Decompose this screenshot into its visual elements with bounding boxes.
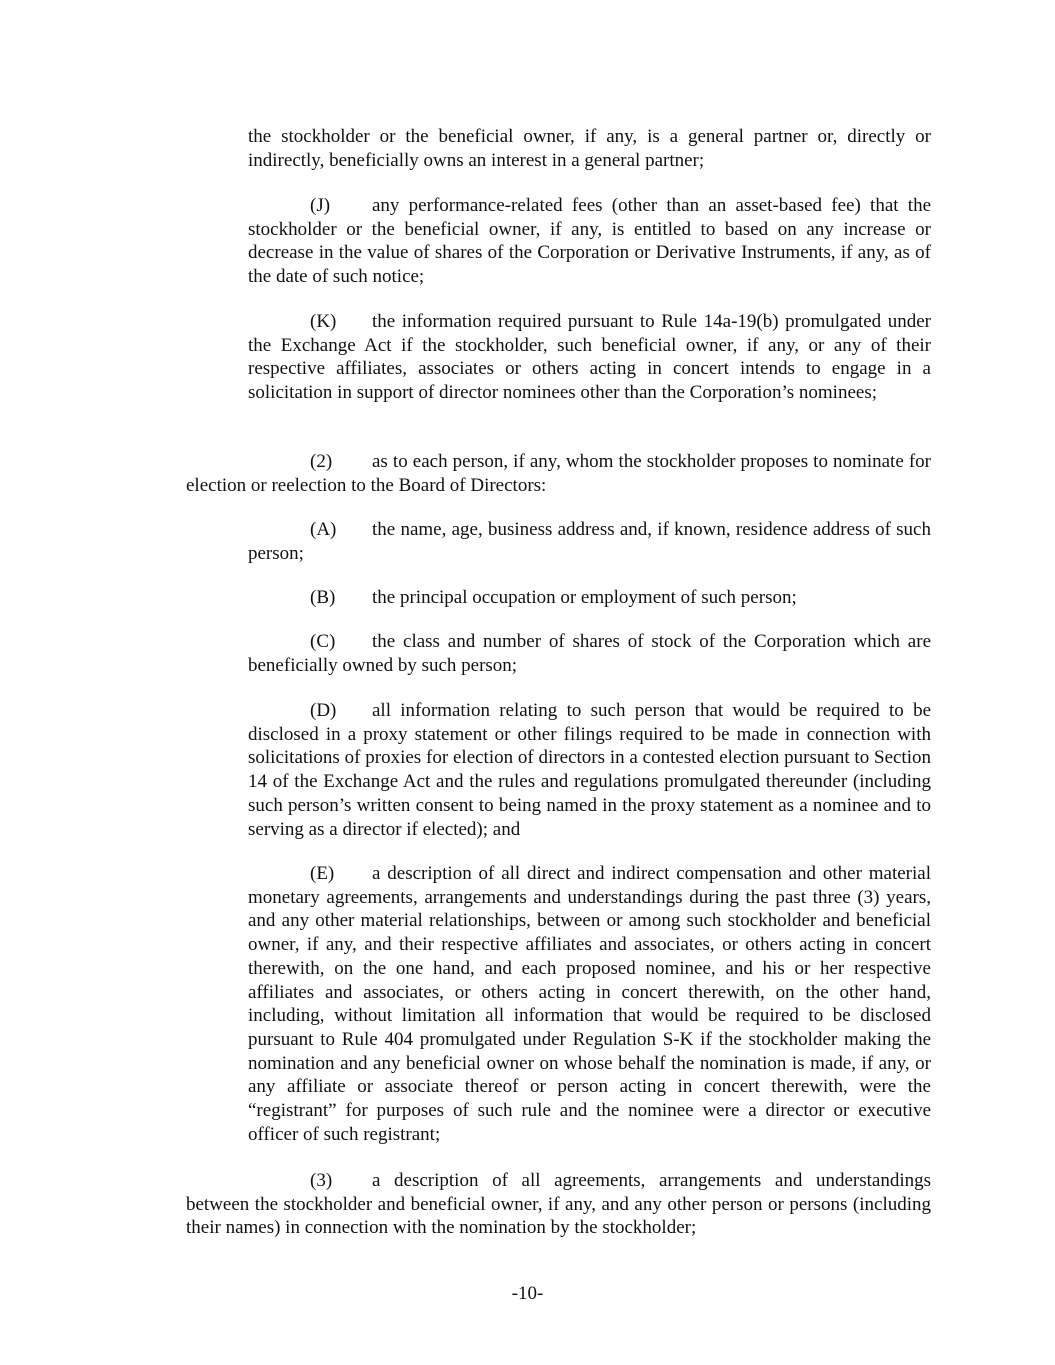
item-marker: (A) [310,519,337,540]
paragraph-J [248,194,931,289]
paragraph-text: as to each person, if any, whom the stockholder proposes to nominate for election or reelection to the Board of Directors: [186,451,931,496]
paragraph-text: a description of all agreements, arrangements and understandings between the stockholder and beneficial owner, if any, and any other person or persons (including their names) in connection with the nomination by the stockholder; [186,1170,931,1239]
paragraph-text: the name, age, business address and, if known, residence address of such person; [248,519,931,564]
paragraph-A [248,518,931,565]
paragraph-D [248,699,931,841]
page-number: -10- [511,1283,544,1304]
paragraph-text: the information required pursuant to Rule 14a-19(b) promulgated under the Exchange Act if the stockholder, such beneficial owner, if any, or any of their respective affiliates, associates or others acting in concert intends to engage in a solicitation in support of director nominees other than the Corporation’s nominees; [248,311,931,404]
item-marker: (K) [310,311,337,332]
item-marker: (C) [310,631,336,652]
paragraph-B [248,586,931,610]
item-marker: (E) [310,863,335,884]
paragraph-text: the class and number of shares of stock of the Corporation which are beneficially owned by such person; [248,631,931,676]
paragraph-E [248,862,931,1146]
paragraph-K [248,310,931,405]
item-marker: (2) [310,451,333,472]
paragraph-text: the stockholder or the beneficial owner, if any, is a general partner or, directly or indirectly, beneficially owns an interest in a general partner; [248,126,931,171]
paragraph-intro-continuation [248,125,931,172]
paragraph-text: all information relating to such person that would be required to be disclosed in a proxy statement or other filings required to be made in connection with solicitations of proxies for election of directors in a contested election pursuant to Section 14 of the Exchange Act and the rules and regulations promulgated thereunder (including such person’s written consent to being named in the proxy statement as a nominee and to serving as a director if elected); and [248,700,931,840]
item-marker: (D) [310,700,337,721]
paragraph-text: the principal occupation or employment of such person; [372,587,797,608]
item-marker: (3) [310,1170,333,1191]
item-marker: (B) [310,587,336,608]
paragraph-text: a description of all direct and indirect compensation and other material monetary agreements, arrangements and understandings during the past three (3) years, and any other material relationships, between or among such stockholder and beneficial owner, if any, and their respective affiliates and associates, or others acting in concert therewith, on the one hand, and each proposed nominee, and his or her respective affiliates and associates, or others acting in concert therewith, on the other hand, including, without limitation all information that would be required to be disclosed pursuant to Rule 404 promulgated under Regulation S-K if the stockholder making the nomination and any beneficial owner on whose behalf the nomination is made, if any, or any affiliate or associate thereof or person acting in concert therewith, were the “registrant” for purposes of such rule and the nominee were a director or executive officer of such registrant; [248,863,931,1145]
item-marker: (J) [310,195,331,216]
paragraph-2 [186,450,931,497]
paragraph-3 [186,1169,931,1240]
paragraph-C [248,630,931,677]
paragraph-text: any performance-related fees (other than an asset-based fee) that the stockholder or the beneficial owner, if any, is entitled to based on any increase or decrease in the value of shares of the Corporation or Derivative Instruments, if any, as of the date of such notice; [248,195,931,288]
